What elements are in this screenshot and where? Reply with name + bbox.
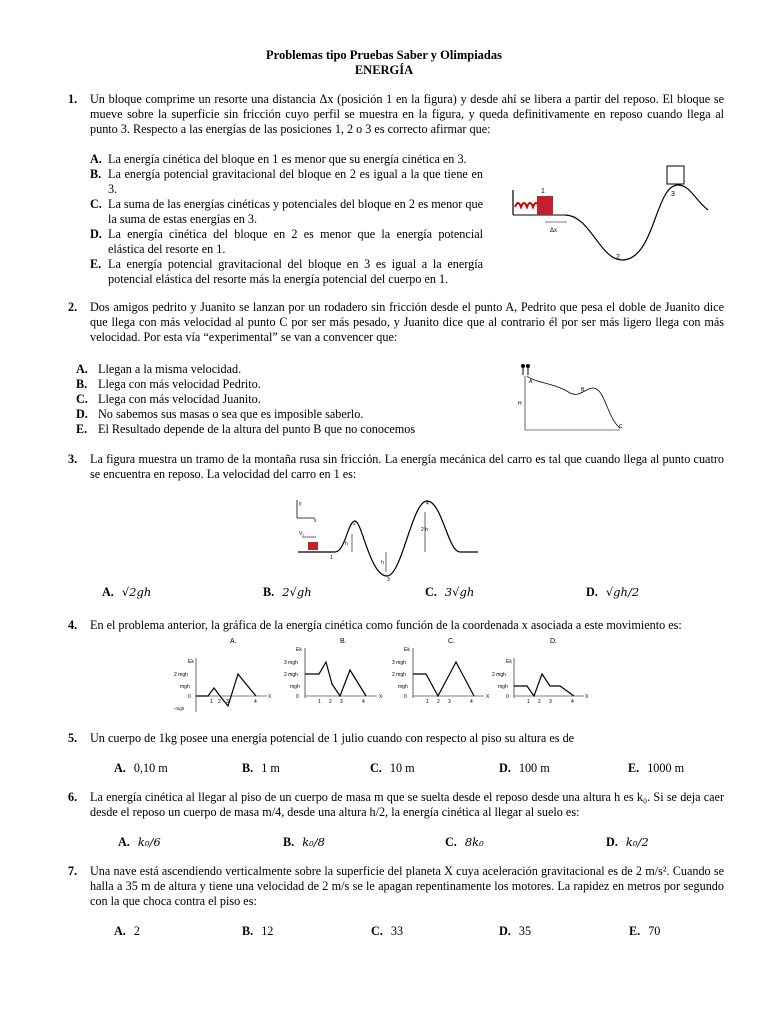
- option[interactable]: D. √gh/2: [586, 585, 640, 599]
- svg-text:Ek: Ek: [188, 659, 194, 665]
- svg-text:3 mgh: 3 mgh: [392, 660, 406, 666]
- svg-text:-mgh: -mgh: [174, 706, 185, 711]
- svg-text:4: 4: [254, 699, 257, 705]
- fig-label: 4: [426, 501, 429, 507]
- option[interactable]: B. k₀/8: [283, 835, 325, 849]
- option[interactable]: D. 35: [499, 924, 532, 938]
- option[interactable]: C. 33: [371, 924, 404, 938]
- svg-text:D.: D.: [550, 638, 557, 645]
- fig-label: A: [529, 379, 533, 385]
- graph-c[interactable]: [392, 638, 490, 705]
- option[interactable]: D. 100 m: [499, 761, 550, 775]
- option[interactable]: D. La energía cinética del bloque en 2 es menor que la energía potencial elástica del resorte en 1.: [90, 227, 483, 256]
- page-title: Problemas tipo Pruebas Saber y Olimpiadas: [265, 48, 503, 62]
- option[interactable]: B. Llega con más velocidad Pedrito.: [76, 377, 261, 391]
- option[interactable]: B. 2√gh: [263, 585, 312, 599]
- question-3: 3. La figura muestra un tramo de la montaña rusa sin fricción. La energía mecánica del carro es tal que cuando llega al punto cuatro se encuentra en reposo. La velocidad del carro en 1 es:: [68, 452, 724, 481]
- svg-text:mgh: mgh: [498, 684, 508, 690]
- fig-label: C: [619, 424, 623, 430]
- question-4-graphs: [172, 634, 592, 718]
- graph-d[interactable]: [492, 638, 589, 705]
- question-number: 1.: [68, 92, 78, 106]
- svg-text:4: 4: [362, 699, 365, 705]
- svg-text:3: 3: [226, 699, 229, 705]
- svg-text:3: 3: [448, 699, 451, 705]
- svg-text:3: 3: [549, 699, 552, 705]
- spring-track-figure: [505, 160, 720, 270]
- svg-text:Ek: Ek: [506, 659, 512, 665]
- option[interactable]: B. 1 m: [242, 761, 280, 775]
- option[interactable]: B. 12: [242, 924, 274, 938]
- svg-text:1: 1: [426, 699, 429, 705]
- option[interactable]: E. El Resultado depende de la altura del punto B que no conocemos: [76, 422, 416, 436]
- svg-text:mgh: mgh: [290, 684, 300, 690]
- question-text: Un bloque comprime un resorte una distancia Δx (posición 1 en la figura) y desde ahí se libera a partir del reposo. El bloque se mueve sobre la superficie sin fricción cuyo perfil se muestra en la figura, y queda definitivamente en reposo cuando llega al punto 3. Respecto a las energías de las posiciones 1, 2 o 3 es correcto afirmar que:: [90, 92, 724, 136]
- svg-text:2: 2: [437, 699, 440, 705]
- fig-label: 2: [616, 254, 620, 261]
- option[interactable]: A. 0,10 m: [114, 761, 168, 775]
- option[interactable]: A. k₀/6: [118, 835, 161, 849]
- svg-text:4: 4: [470, 699, 473, 705]
- slide-figure: [515, 358, 625, 433]
- question-2: 2. Dos amigos pedrito y Juanito se lanzan por un rodadero sin fricción desde el punto A, Pedrito que pesa el doble de Juanito dice que llega con más velocidad al punto C por ser más pesado, y Juanito dice que al contrario él por ser más ligero llega con más velocidad. Por esta vía “experimental” se van a convencer que:: [68, 300, 724, 344]
- svg-text:0: 0: [506, 694, 509, 700]
- svg-text:3: 3: [340, 699, 343, 705]
- svg-text:X: X: [486, 694, 490, 700]
- fig-label: x: [314, 518, 317, 524]
- question-5: 5. Un cuerpo de 1kg posee una energía potencial de 1 julio cuando con respecto al piso su altura es de: [68, 731, 575, 745]
- svg-text:2 mgh: 2 mgh: [174, 672, 188, 678]
- svg-text:2: 2: [329, 699, 332, 705]
- fig-label: B: [581, 387, 585, 393]
- question-7: 7. Una nave está ascendiendo verticalmente sobre la superficie del planeta X cuya aceleración gravitacional es de 2 m/s². Cuando se halla a 35 m de altura y tiene una velocidad de 2 m/s se le apagan repentinamente los motores. La rapidez en metros por segundo con la que choca contra el piso es:: [68, 864, 724, 908]
- svg-text:2 mgh: 2 mgh: [284, 672, 298, 678]
- option[interactable]: C. 8k₀: [445, 835, 484, 849]
- question-6: 6. La energía cinética al llegar al piso de un cuerpo de masa m que se suelta desde el reposo desde una altura h es k₀. Si se deja caer desde el reposo un cuerpo de masa m/4, desde una altura h/2, la energía cinética al llegar al suelo es:: [68, 790, 724, 819]
- svg-text:mgh: mgh: [180, 684, 190, 690]
- svg-text:A.: A.: [230, 638, 237, 645]
- option[interactable]: C. La suma de las energías cinéticas y potenciales del bloque en 2 es menor que la suma de estas energías en 3.: [90, 197, 483, 226]
- page-subtitle: ENERGÍA: [354, 63, 414, 77]
- svg-text:2: 2: [538, 699, 541, 705]
- option[interactable]: C. 10 m: [370, 761, 415, 775]
- svg-text:Ek: Ek: [404, 647, 410, 653]
- svg-text:3 mgh: 3 mgh: [284, 660, 298, 666]
- svg-text:2: 2: [218, 699, 221, 705]
- fig-label: 1: [541, 188, 545, 195]
- fig-label: 2: [353, 521, 356, 527]
- svg-text:4: 4: [571, 699, 574, 705]
- option[interactable]: A. Llegan a la misma velocidad.: [76, 362, 242, 376]
- kinetic-energy-graphs: [172, 634, 592, 714]
- fig-label: 3: [387, 577, 390, 583]
- svg-text:1: 1: [210, 699, 213, 705]
- svg-text:1: 1: [318, 699, 321, 705]
- fig-label: H: [518, 401, 522, 407]
- roller-coaster-figure: [290, 496, 480, 584]
- svg-text:X: X: [585, 694, 589, 700]
- svg-text:X: X: [379, 694, 383, 700]
- fig-label: y: [299, 501, 302, 507]
- svg-text:mgh: mgh: [398, 684, 408, 690]
- question-4: 4. En el problema anterior, la gráfica de la energía cinética como función de la coordenada x asociada a este movimiento es:: [68, 618, 682, 632]
- option[interactable]: E. La energía potencial gravitacional del bloque en 3 es igual a la energía potencial elástica del resorte más la energía potencial del cuerpo en 1.: [90, 257, 483, 286]
- graph-b[interactable]: [284, 638, 383, 705]
- svg-text:C.: C.: [448, 638, 455, 645]
- question-1: [68, 92, 724, 137]
- option[interactable]: A. La energía cinética del bloque en 1 es menor que su energía cinética en 3.: [90, 152, 467, 166]
- fig-label: Δx: [550, 228, 558, 234]
- option[interactable]: C. Llega con más velocidad Juanito.: [76, 392, 261, 406]
- fig-label: 2 h: [421, 527, 428, 533]
- option[interactable]: B. La energía potencial gravitacional del bloque en 2 es igual a la que tiene en 3.: [90, 167, 483, 196]
- svg-text:B.: B.: [340, 638, 347, 645]
- fig-label: h: [345, 541, 348, 547]
- svg-text:1: 1: [527, 699, 530, 705]
- fig-label: h: [381, 560, 384, 566]
- option[interactable]: E. 1000 m: [628, 761, 685, 775]
- option[interactable]: A. √2gh: [102, 585, 152, 599]
- svg-text:0: 0: [296, 694, 299, 700]
- question-2-options: [76, 362, 436, 437]
- fig-label: 1: [330, 555, 333, 561]
- svg-text:0: 0: [188, 694, 191, 700]
- svg-text:X: X: [268, 694, 272, 700]
- option[interactable]: E. 70: [629, 924, 661, 938]
- svg-text:2 mgh: 2 mgh: [392, 672, 406, 678]
- fig-label: 3: [671, 191, 675, 198]
- svg-text:Ek: Ek: [296, 647, 302, 653]
- graph-a[interactable]: [174, 638, 272, 712]
- fig-label: V₁: [299, 531, 305, 537]
- option[interactable]: D. k₀/2: [606, 835, 649, 849]
- option[interactable]: D. No sabemos sus masas o sea que es imposible saberlo.: [76, 407, 364, 421]
- option[interactable]: C. 3√gh: [425, 585, 475, 599]
- question-1-options: [90, 152, 483, 287]
- svg-text:2 mgh: 2 mgh: [492, 672, 506, 678]
- option[interactable]: A. 2: [114, 924, 140, 938]
- svg-text:0: 0: [404, 694, 407, 700]
